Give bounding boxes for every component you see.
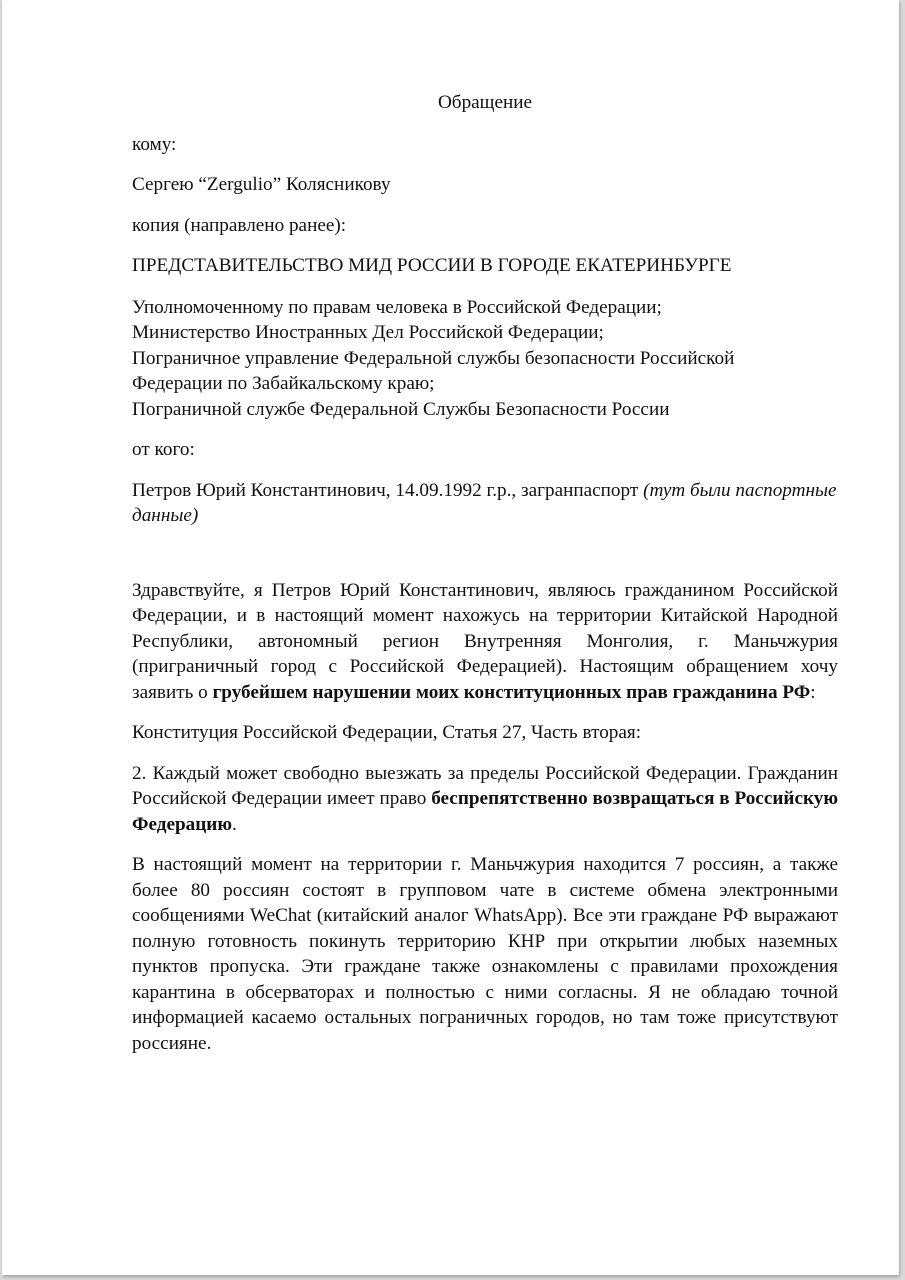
copy-org-main: ПРЕДСТАВИТЕЛЬСТВО МИД РОССИИ В ГОРОДЕ ЕКАТЕРИНБУРГЕ <box>132 255 732 276</box>
recipient-item: Министерство Иностранных Дел Российской Федерации; <box>132 322 604 343</box>
intro-text: Здравствуйте, я Петров Юрий Константинович, являюсь гражданином Российской Федерации, и в настоящий момент нахожусь на территории Китайской Народной Республики, автономный регион Внутренняя Монголия, г. Маньчжурия (приграничный город с Российской Федерацией). Настоящим обращением хочу заявить о <box>132 579 838 703</box>
quote-bold: беспрепятственно возвращаться в Российскую Федерацию <box>132 788 838 835</box>
recipient-item: Пограничное управление Федеральной службы безопасности Российской Федерации по Забайкальскому краю; <box>132 347 735 394</box>
intro-bold: грубейшем нарушении моих конституционных прав гражданина РФ <box>212 681 811 703</box>
copy-label: копия (направлено ранее): <box>132 214 347 236</box>
document-body <box>132 90 838 1071</box>
from-label: от кого: <box>132 439 195 460</box>
quote-text: 2. Каждый может свободно выезжать за пределы Российской Федерации. Гражданин Российской Федерации имеет право <box>132 762 838 809</box>
to-label: кому: <box>132 133 177 155</box>
recipient-item: Уполномоченному по правам человека в Российской Федерации; <box>132 296 662 318</box>
document-page <box>2 0 899 1275</box>
constitution-quote <box>132 761 838 838</box>
from-details <box>132 478 838 529</box>
to-name: Сергею “Zergulio” Колясникову <box>132 174 391 195</box>
paragraph-intro <box>132 578 838 706</box>
from-note: (тут были паспортные данные) <box>132 479 837 526</box>
recipients-list <box>132 295 838 423</box>
recipient-item: Пограничной службе Федеральной Службы Безопасности России <box>132 398 670 420</box>
intro-end: : <box>810 681 816 703</box>
constitution-reference: Конституция Российской Федерации, Статья 27, Часть вторая: <box>132 722 642 743</box>
spacer <box>132 544 838 578</box>
from-text: Петров Юрий Константинович, 14.09.1992 г.р., загранпаспорт <box>132 479 644 501</box>
document-title: Обращение <box>437 92 533 113</box>
quote-end: . <box>232 813 237 835</box>
paragraph-situation: В настоящий момент на территории г. Маньчжурия находится 7 россиян, а также более 80 россиян состоят в групповом чате в системе обмена электронными сообщениями WeChat (китайский аналог WhatsApp). Все эти граждане РФ выражают полную готовность покинуть территорию КНР при открытии любых наземных пунктов пропуска. Эти граждане также ознакомлены с правилами прохождения карантина в обсерваторах и полностью с ними согласны. Я не обладаю точной информацией касаемо остальных пограничных городов, но там тоже присутствуют россияне. <box>132 854 838 1054</box>
